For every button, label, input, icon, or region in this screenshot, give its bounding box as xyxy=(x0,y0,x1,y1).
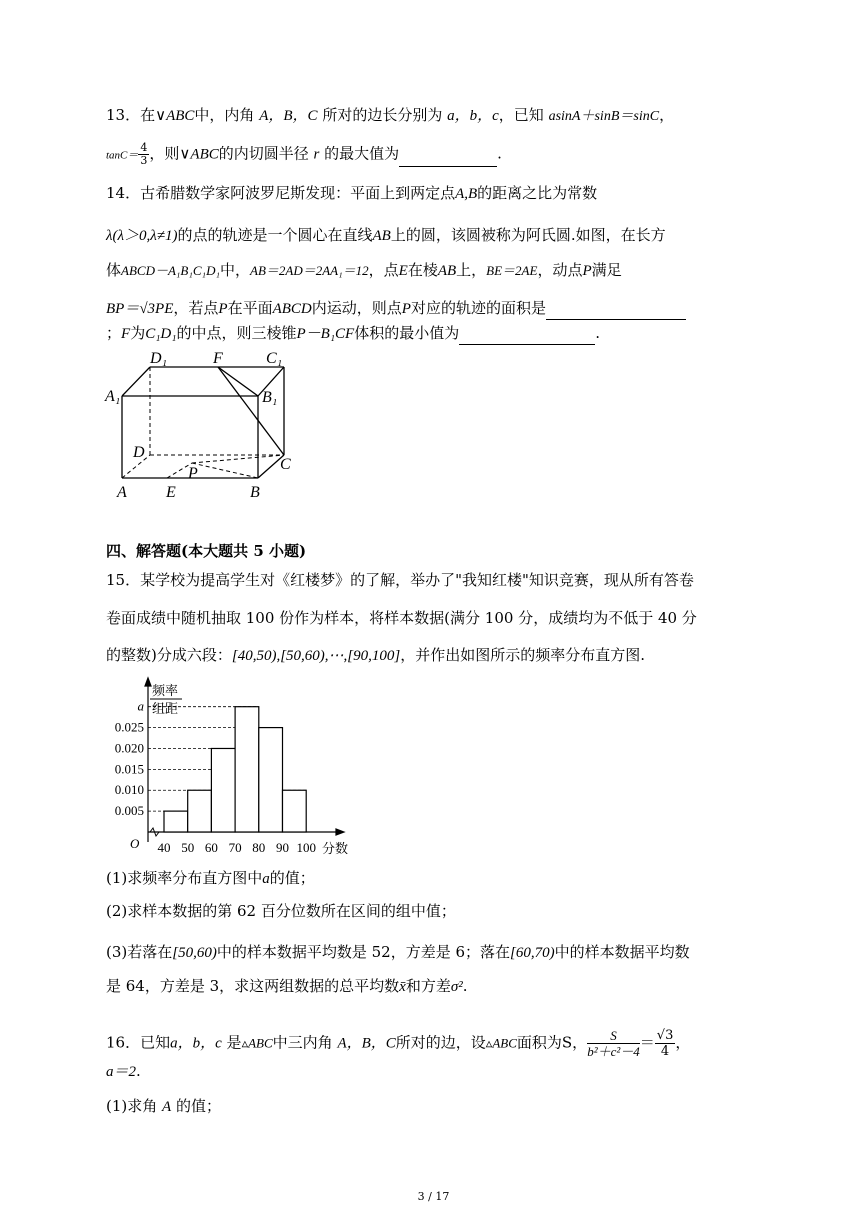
histogram-chart xyxy=(100,672,360,862)
label-d: D xyxy=(133,444,145,461)
denominator: 4 xyxy=(660,1044,670,1059)
histogram-bar xyxy=(259,728,283,832)
y-tick-label: 0.015 xyxy=(114,761,144,777)
text: ； xyxy=(106,324,122,342)
q15-line3 xyxy=(106,644,645,667)
text: ，并作出如图所示的频率分布直方图. xyxy=(400,646,645,664)
text: 中， xyxy=(219,261,250,279)
math: ∨ABC xyxy=(179,146,219,163)
q16-sub1 xyxy=(106,1095,221,1118)
math: C₁D₁ xyxy=(145,326,177,342)
text: ＝ xyxy=(639,1033,655,1052)
q14-line5 xyxy=(106,322,600,345)
label-a1: A₁ xyxy=(105,388,121,405)
math: [40,50),[50,60),⋯,[90,100] xyxy=(231,648,401,664)
text: 所对的边长分别为 xyxy=(322,106,443,124)
text: 的值； xyxy=(269,869,315,887)
q13-line2 xyxy=(106,142,502,167)
math: [60,70) xyxy=(510,945,555,961)
q15-line2: 卷面成绩中随机抽取 100 份作为样本，将样本数据(满分 100 分，成绩均为不低于 40 分 xyxy=(106,609,697,627)
text: 体积的最小值为 xyxy=(354,324,460,342)
x-axis-label: 分数 xyxy=(322,841,349,856)
q14-line2 xyxy=(106,224,666,247)
text: 13．在 xyxy=(106,106,156,124)
x-tick-label: 80 xyxy=(252,840,266,855)
math: AB xyxy=(372,228,391,244)
math: F xyxy=(121,326,131,342)
math: S xyxy=(561,1033,573,1052)
label-d1: D₁ xyxy=(150,350,168,367)
math: AB＝2AD＝2AA₁＝12 xyxy=(250,263,369,278)
text: 是 64，方差是 3，求这两组数据的总平均数 xyxy=(106,977,400,995)
x-tick-label: 40 xyxy=(157,840,171,855)
text: 面积为 xyxy=(516,1033,562,1052)
math: BE＝2AE xyxy=(486,263,538,278)
text: . xyxy=(595,324,601,342)
q16-line1 xyxy=(106,1028,690,1059)
label-b: B xyxy=(250,484,260,501)
q16-line2 xyxy=(106,1060,141,1083)
math: A，B，C xyxy=(259,108,318,124)
text: ，动点 xyxy=(537,261,583,279)
label-b1: B₁ xyxy=(262,389,278,406)
math: σ² xyxy=(450,979,463,995)
ylabel-bottom: 组距 xyxy=(152,701,179,716)
math: [50,60) xyxy=(172,945,217,961)
text: 的距离之比为常数 xyxy=(477,184,598,202)
math: ABCD－A₁B₁C₁D₁ xyxy=(121,263,220,278)
text: ， xyxy=(675,1033,691,1052)
text: 上， xyxy=(456,261,487,279)
text: (3)若落在 xyxy=(106,943,173,961)
text: 上的圆，该圆被称为阿氏圆.如图，在长方 xyxy=(390,226,666,244)
text: 的点的轨迹是一个圆心在直线 xyxy=(177,226,373,244)
numerator: S xyxy=(587,1028,640,1044)
math: a，b，c xyxy=(170,1035,222,1052)
label-f: F xyxy=(213,350,223,367)
math: A，B， xyxy=(337,1035,386,1052)
label-a: A xyxy=(117,484,127,501)
math: λ(λ＞0,λ≠1) xyxy=(106,228,178,244)
text: 对应的轨迹的面积是 xyxy=(410,299,546,317)
math: ▵ABC xyxy=(485,1035,517,1051)
label-p: P xyxy=(188,465,198,482)
math: a xyxy=(262,871,270,887)
q15-sub4 xyxy=(106,975,468,998)
label-e: E xyxy=(166,484,176,501)
numerator: 4 xyxy=(140,141,148,154)
ylabel-top: 频率 xyxy=(152,683,179,698)
text: 内运动，则点 xyxy=(311,299,402,317)
x-tick-label: 90 xyxy=(276,840,289,855)
answer-blank xyxy=(459,328,595,345)
x-tick-label: 100 xyxy=(296,840,316,855)
math: BP＝√3PE xyxy=(106,301,174,317)
fraction xyxy=(655,1028,676,1059)
x-axis-arrow xyxy=(336,829,344,835)
math: A,B xyxy=(455,186,478,202)
text: 的中点，则三棱锥 xyxy=(176,324,297,342)
q14-line4 xyxy=(106,297,686,320)
q15-sub2: (2)求样本数据的第 62 百分位数所在区间的组中值； xyxy=(106,902,456,920)
label-c: C xyxy=(280,456,291,473)
q15-sub3 xyxy=(106,941,690,964)
math: A xyxy=(162,1099,172,1115)
text: 16．已知 xyxy=(106,1033,171,1052)
text: ，则 xyxy=(149,144,180,163)
text: ，若点 xyxy=(173,299,219,317)
math: P xyxy=(218,301,228,317)
text: 在棱 xyxy=(407,261,438,279)
histogram-bar xyxy=(211,748,235,832)
text: 的内切圆半径 xyxy=(218,144,309,163)
q14-line1 xyxy=(106,182,597,205)
text: . xyxy=(497,144,502,163)
origin-label: O xyxy=(130,836,140,851)
text: 的整数)分成六段： xyxy=(106,646,232,664)
math: P xyxy=(401,301,411,317)
text: 在平面 xyxy=(227,299,273,317)
numerator: √3 xyxy=(656,1028,674,1043)
histogram-bar xyxy=(283,790,307,832)
math: C xyxy=(385,1035,396,1052)
denominator: b²＋c²－4 xyxy=(587,1044,640,1059)
text: ，已知 xyxy=(498,106,544,124)
fraction xyxy=(587,1028,640,1059)
cuboid-figure xyxy=(100,345,310,505)
denominator: 3 xyxy=(140,154,148,167)
y-axis-arrow xyxy=(145,678,151,686)
math: P xyxy=(582,263,592,279)
text: 的值； xyxy=(175,1097,221,1115)
text: 满足 xyxy=(591,261,622,279)
answer-blank xyxy=(399,150,497,167)
math: AB xyxy=(437,263,457,279)
text: 所对的边，设 xyxy=(395,1033,486,1052)
text: 体 xyxy=(106,261,122,279)
hidden-p-b xyxy=(192,463,258,478)
math: tanC＝ xyxy=(106,149,139,162)
hidden-p-c xyxy=(192,455,284,463)
math: r xyxy=(313,146,320,163)
section-heading: 四、解答题(本大题共 5 小题) xyxy=(106,542,307,560)
x-tick-label: 70 xyxy=(228,840,242,855)
y-tick-label: 0.010 xyxy=(114,782,144,798)
histogram-bar xyxy=(188,790,212,832)
q14-line3 xyxy=(106,259,622,282)
label-c1: C₁ xyxy=(266,350,283,367)
text: ， xyxy=(572,1033,588,1052)
text: . xyxy=(462,977,468,995)
y-tick-label: 0.005 xyxy=(114,803,144,819)
x-tick-label: 50 xyxy=(181,840,195,855)
x-tick-label: 60 xyxy=(204,840,218,855)
math: ABCD xyxy=(272,301,312,317)
fraction xyxy=(138,142,149,167)
edge-f-b1 xyxy=(218,367,258,396)
text: 是 xyxy=(226,1033,242,1052)
math: asinA＋sinB＝sinC xyxy=(548,109,660,124)
text: (1)求频率分布直方图中 xyxy=(106,869,263,887)
y-tick-label: 0.020 xyxy=(114,740,144,756)
math: ▵ABC xyxy=(241,1035,273,1051)
text: 和方差 xyxy=(405,977,451,995)
math: E xyxy=(398,263,408,279)
text: 14．古希腊数学家阿波罗尼斯发现：平面上到两定点 xyxy=(106,184,456,202)
page-number: 3 / 17 xyxy=(417,1190,450,1203)
math: a，b，c xyxy=(447,108,499,124)
text: 中的样本数据平均数 xyxy=(554,943,690,961)
math: a＝2 xyxy=(106,1064,137,1080)
text: 为 xyxy=(130,324,146,342)
q15-sub1 xyxy=(106,867,315,890)
text: 中的样本数据平均数是 52，方差是 6；落在 xyxy=(216,943,511,961)
histogram-bar xyxy=(235,707,259,832)
q15-line1: 15．某学校为提高学生对《红楼梦》的了解，举办了"我知红楼"知识竞赛，现从所有答卷 xyxy=(106,571,694,589)
math: ∨ABC xyxy=(155,108,195,124)
text: . xyxy=(136,1062,141,1080)
answer-blank xyxy=(546,303,686,320)
text: ， xyxy=(659,106,675,124)
text: 中，内角 xyxy=(194,106,255,124)
math: x̄ xyxy=(399,979,406,995)
text: ，点 xyxy=(368,261,399,279)
histogram-bar xyxy=(164,811,188,832)
text: 的最大值为 xyxy=(324,144,400,163)
y-tick-label: a xyxy=(137,698,144,714)
math: P－B₁CF xyxy=(296,326,355,342)
text: (1)求角 xyxy=(106,1097,158,1115)
edge-f-c xyxy=(218,367,284,455)
y-tick-label: 0.025 xyxy=(114,719,144,735)
q13-line1 xyxy=(106,104,674,128)
edge-a1-d1 xyxy=(122,367,150,396)
text: 中三内角 xyxy=(272,1033,333,1052)
